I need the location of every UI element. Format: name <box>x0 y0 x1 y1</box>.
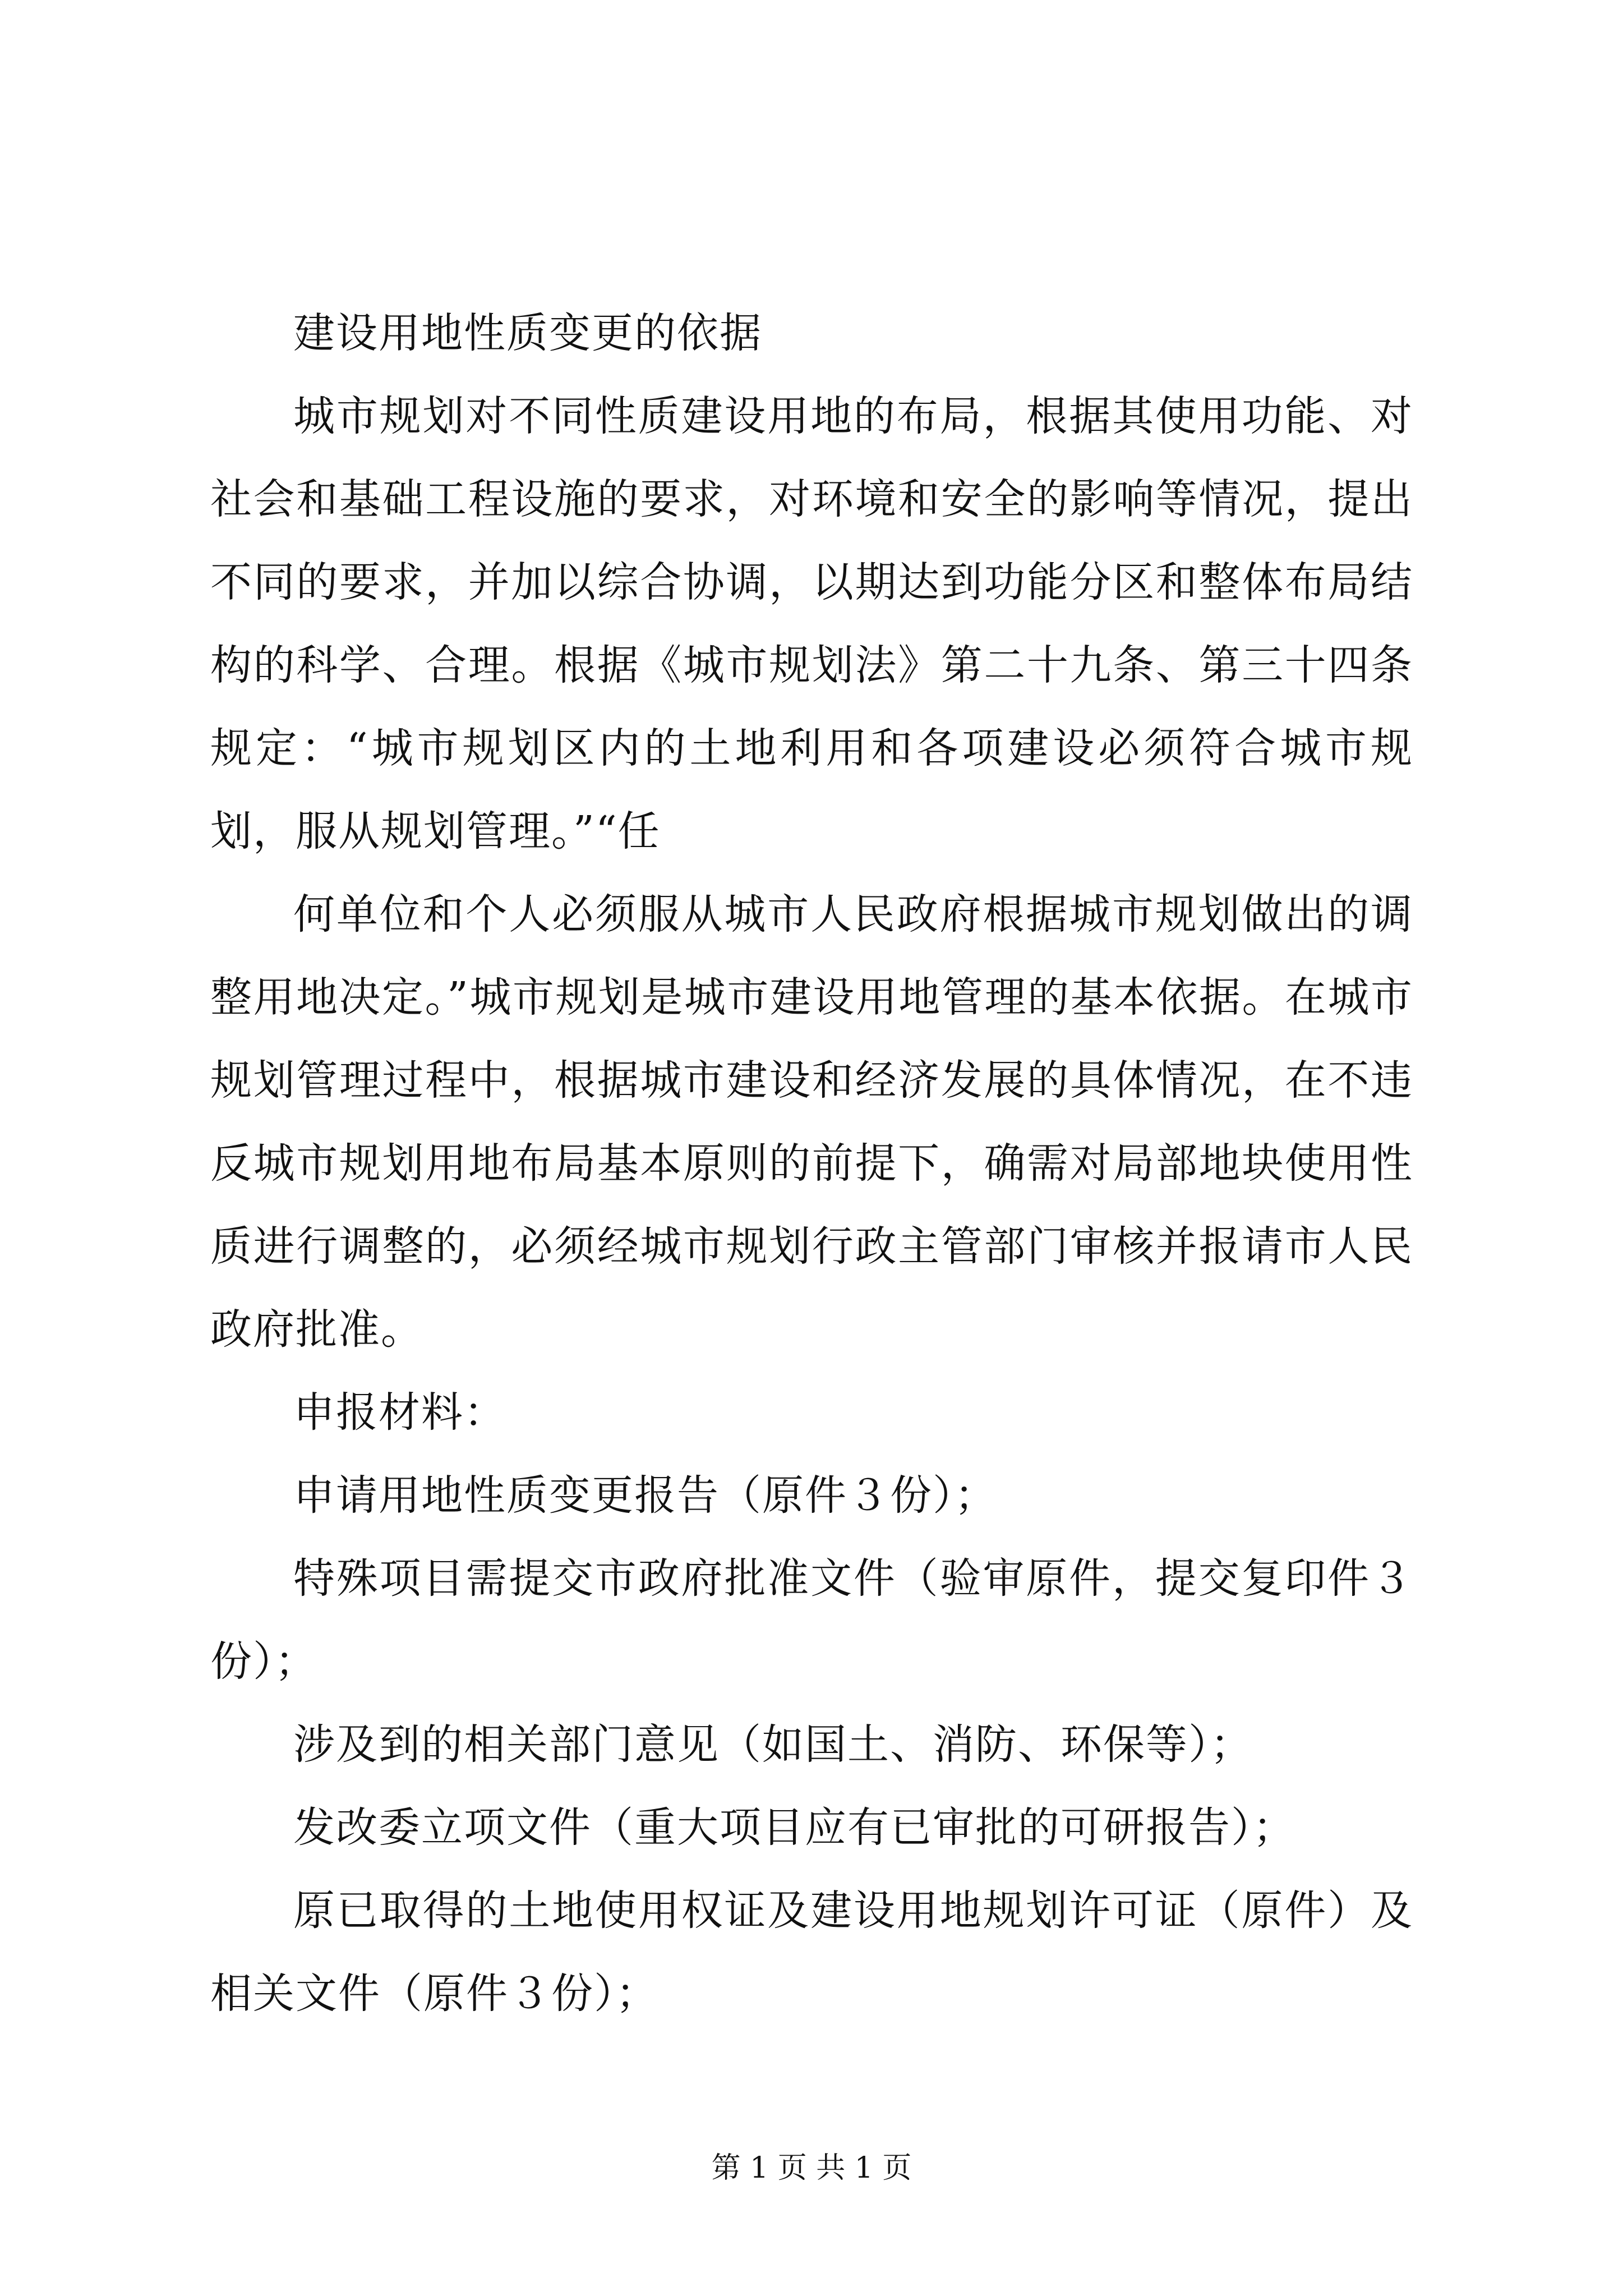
document-body <box>210 292 1413 2035</box>
document-title: 建设用地性质变更的依据 <box>293 309 762 357</box>
page-footer: 第 1 页 共 1 页 <box>711 2151 912 2185</box>
paragraph-basis-continued: 何单位和个人必须服从城市人民政府根据城市规划做出的调整用地决定。”城市规划是城市建设用地管理的基本依据。在城市规划管理过程中，根据城市建设和经济发展的具体情况，在不违反城市规划用地布局基本原则的前提下，确需对局部地块使用性质进行调整的，必须经城市规划行政主管部门审核并报请市人民政府批准。 <box>210 890 1413 1354</box>
materials-item: 申请用地性质变更报告（原件３份）； <box>293 1471 997 1520</box>
paragraph-basis: 城市规划对不同性质建设用地的布局，根据其使用功能、对社会和基础工程设施的要求，对环境和安全的影响等情况，提出不同的要求，并加以综合协调，以期达到功能分区和整体布局结构的科学、合理。根据《城市规划法》第二十九条、第三十四条规定：“城市规划区内的土地利用和各项建设必须符合城市规划，服从规划管理。”“任 <box>210 392 1413 855</box>
materials-item: 特殊项目需提交市政府批准文件（验审原件，提交复印件３份）； <box>210 1554 1413 1686</box>
materials-item: 发改委立项文件（重大项目应有已审批的可研报告）； <box>293 1803 1295 1852</box>
materials-item: 涉及到的相关部门意见（如国土、消防、环保等）； <box>293 1720 1253 1769</box>
materials-item: 原已取得的土地使用权证及建设用地规划许可证（原件）及相关文件（原件３份）； <box>210 1887 1413 2018</box>
materials-heading: 申报材料： <box>293 1388 506 1437</box>
